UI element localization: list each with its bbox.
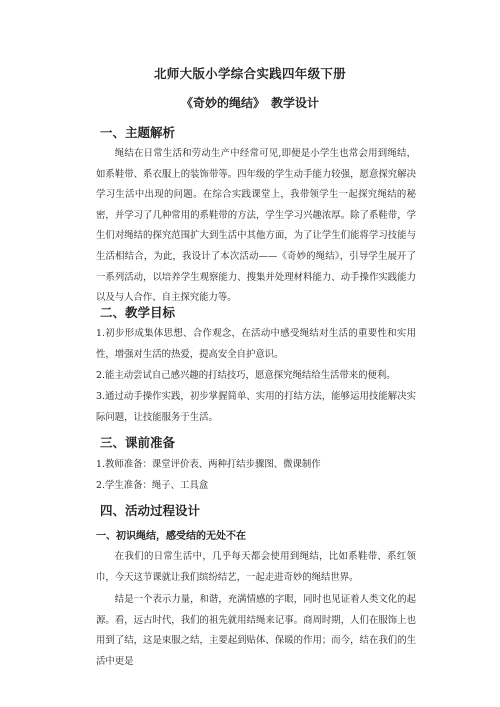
goal-item-1: 1.初步形成集体思想、合作观念，在活动中感受绳结对生活的重要性和实用性，增强对生活的热爱，提高安全自护意识。 — [96, 328, 416, 360]
section-heading-teaching-goals: 二、教学目标 — [100, 305, 176, 320]
goal-item-2: 2.能主动尝试自己感兴趣的打结技巧，愿意探究绳结给生活带来的便利。 — [96, 370, 396, 381]
topic-analysis-paragraph: 绳结在日常生活和劳动生产中经常可见,即便是小学生也常会用到绳结，如系鞋带、系衣服上的装饰带等。四年级的学生动手能力较强，愿意探究解决学习生活中出现的问题。在综合实践课堂上，我带领学生一起探究绳结的秘密，并学习了几种常用的系鞋带的方法，学生学习兴趣浓厚。除了系鞋带，学生们对绳结的探究范围扩大到生活中其他方面，为了让学生们能将学习技能与生活相结合，为此，我设计了本次活动——《奇妙的绳结》，引导学生展开了一系列活动，以培养学生观察能力、搜集并处理材料能力、动手操作实践能力以及与人合作、自主探究能力等。 — [96, 148, 416, 304]
preparation-item-1: 1.教师准备：课堂评价表、两种打结步骤图、微课制作 — [96, 459, 321, 470]
section-heading-preparation: 三、课前准备 — [100, 435, 176, 450]
section-heading-topic-analysis: 一、主题解析 — [100, 125, 176, 140]
goal-item-3: 3.通过动手操作实践，初步掌握简单、实用的打结方法，能够运用技能解决实际问题，让技能服务于生活。 — [96, 391, 416, 423]
activity-paragraph-1: 在我们的日常生活中，几乎每天都会使用到绳结，比如系鞋带、系红领巾，今天这节课就让我们缤纷结艺，一起走进奇妙的绳结世界。 — [96, 551, 416, 583]
activity-sub-heading: 一、初识绳结，感受结的无处不在 — [96, 531, 246, 542]
document-title: 北师大版小学综合实践四年级下册 — [153, 66, 346, 81]
activity-paragraph-2: 结是一个表示力量，和谐，充满情感的字眼，同时也见证着人类文化的起源。看，远古时代，我们的祖先就用结绳来记事。商周时期，人们在服饰上也用到了结，这是束服之结，主要起到贴体、保暖的作用；而今，结在我们的生活中更是 — [96, 594, 416, 667]
section-heading-activity-process: 四、活动过程设计 — [100, 503, 201, 518]
document-subtitle: 《奇妙的绳结》 教学设计 — [180, 96, 319, 110]
preparation-item-2: 2.学生准备：绳子、工具盒 — [96, 480, 209, 491]
